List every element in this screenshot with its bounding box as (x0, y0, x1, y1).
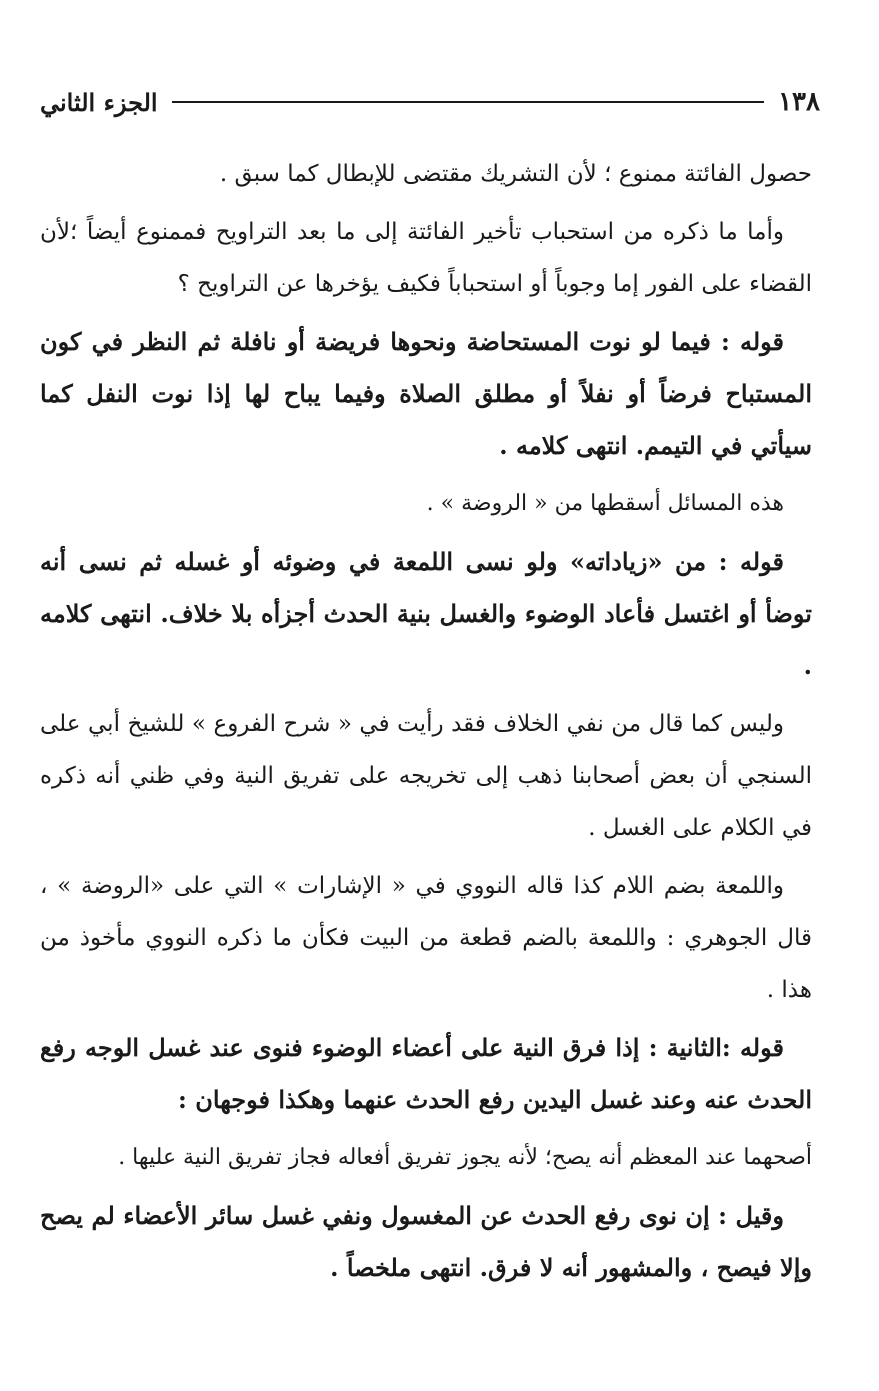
page-number: ١٣٨ (778, 87, 820, 117)
quoted-passage: قوله : فيما لو نوت المستحاضة ونحوها فريضة أو نافلة ثم النظر في كون المستباح فرضاً أو نفلاً أو مطلق الصلاة وفيما يباح لها إذا نوت النفل كما سيأتي في التيمم. انتهى كلامه . (40, 327, 812, 460)
paragraph: واللمعة بضم اللام كذا قاله النووي في « الإشارات » التي على «الروضة » ، قال الجوهري : واللمعة بالضم قطعة من البيت فكأن ما ذكره النووي مأخوذ من هذا . (40, 873, 812, 1003)
paragraph: حصول الفائتة ممنوع ؛ لأن التشريك مقتضى للإبطال كما سبق . (219, 161, 812, 187)
quoted-passage: قوله :الثانية : إذا فرق النية على أعضاء الوضوء فنوى عند غسل الوجه رفع الحدث عنه وعند غسل اليدين رفع الحدث عنهما وهكذا فوجهان : (40, 1033, 812, 1114)
paragraph: وليس كما قال من نفي الخلاف فقد رأيت في « شرح الفروع » للشيخ أبي على السنجي أن بعض أصحابنا ذهب إلى تخريجه على تفريق النية وفي ظني أنه ذكره في الكلام على الغسل . (40, 711, 812, 841)
paragraph: أصحهما عند المعظم أنه يصح؛ لأنه يجوز تفريق أفعاله فجاز تفريق النية عليها . (118, 1145, 812, 1170)
paragraph: وأما ما ذكره من استحباب تأخير الفائتة إلى ما بعد التراويح فممنوع أيضاً ؛لأن القضاء على الفور إما وجوباً أو استحباباً فكيف يؤخرها عن التراويح ؟ (40, 219, 812, 297)
page-header (40, 82, 820, 122)
running-title: الجزء الثاني (40, 87, 158, 117)
paragraph: هذه المسائل أسقطها من « الروضة » . (426, 491, 784, 516)
header-rule (172, 101, 765, 103)
quoted-passage: وقيل : إن نوى رفع الحدث عن المغسول ونفي غسل سائر الأعضاء لم يصح وإلا فيصح ، والمشهور أنه لا فرق. انتهى ملخصاً . (40, 1201, 812, 1282)
page-body (40, 148, 812, 1300)
quoted-passage: قوله : من «زياداته» ولو نسى اللمعة في وضوئه أو غسله ثم نسى أنه توضأ أو اغتسل فأعاد الوضوء والغسل بنية الحدث أجزأه بلا خلاف. انتهى كلامه . (40, 547, 812, 680)
